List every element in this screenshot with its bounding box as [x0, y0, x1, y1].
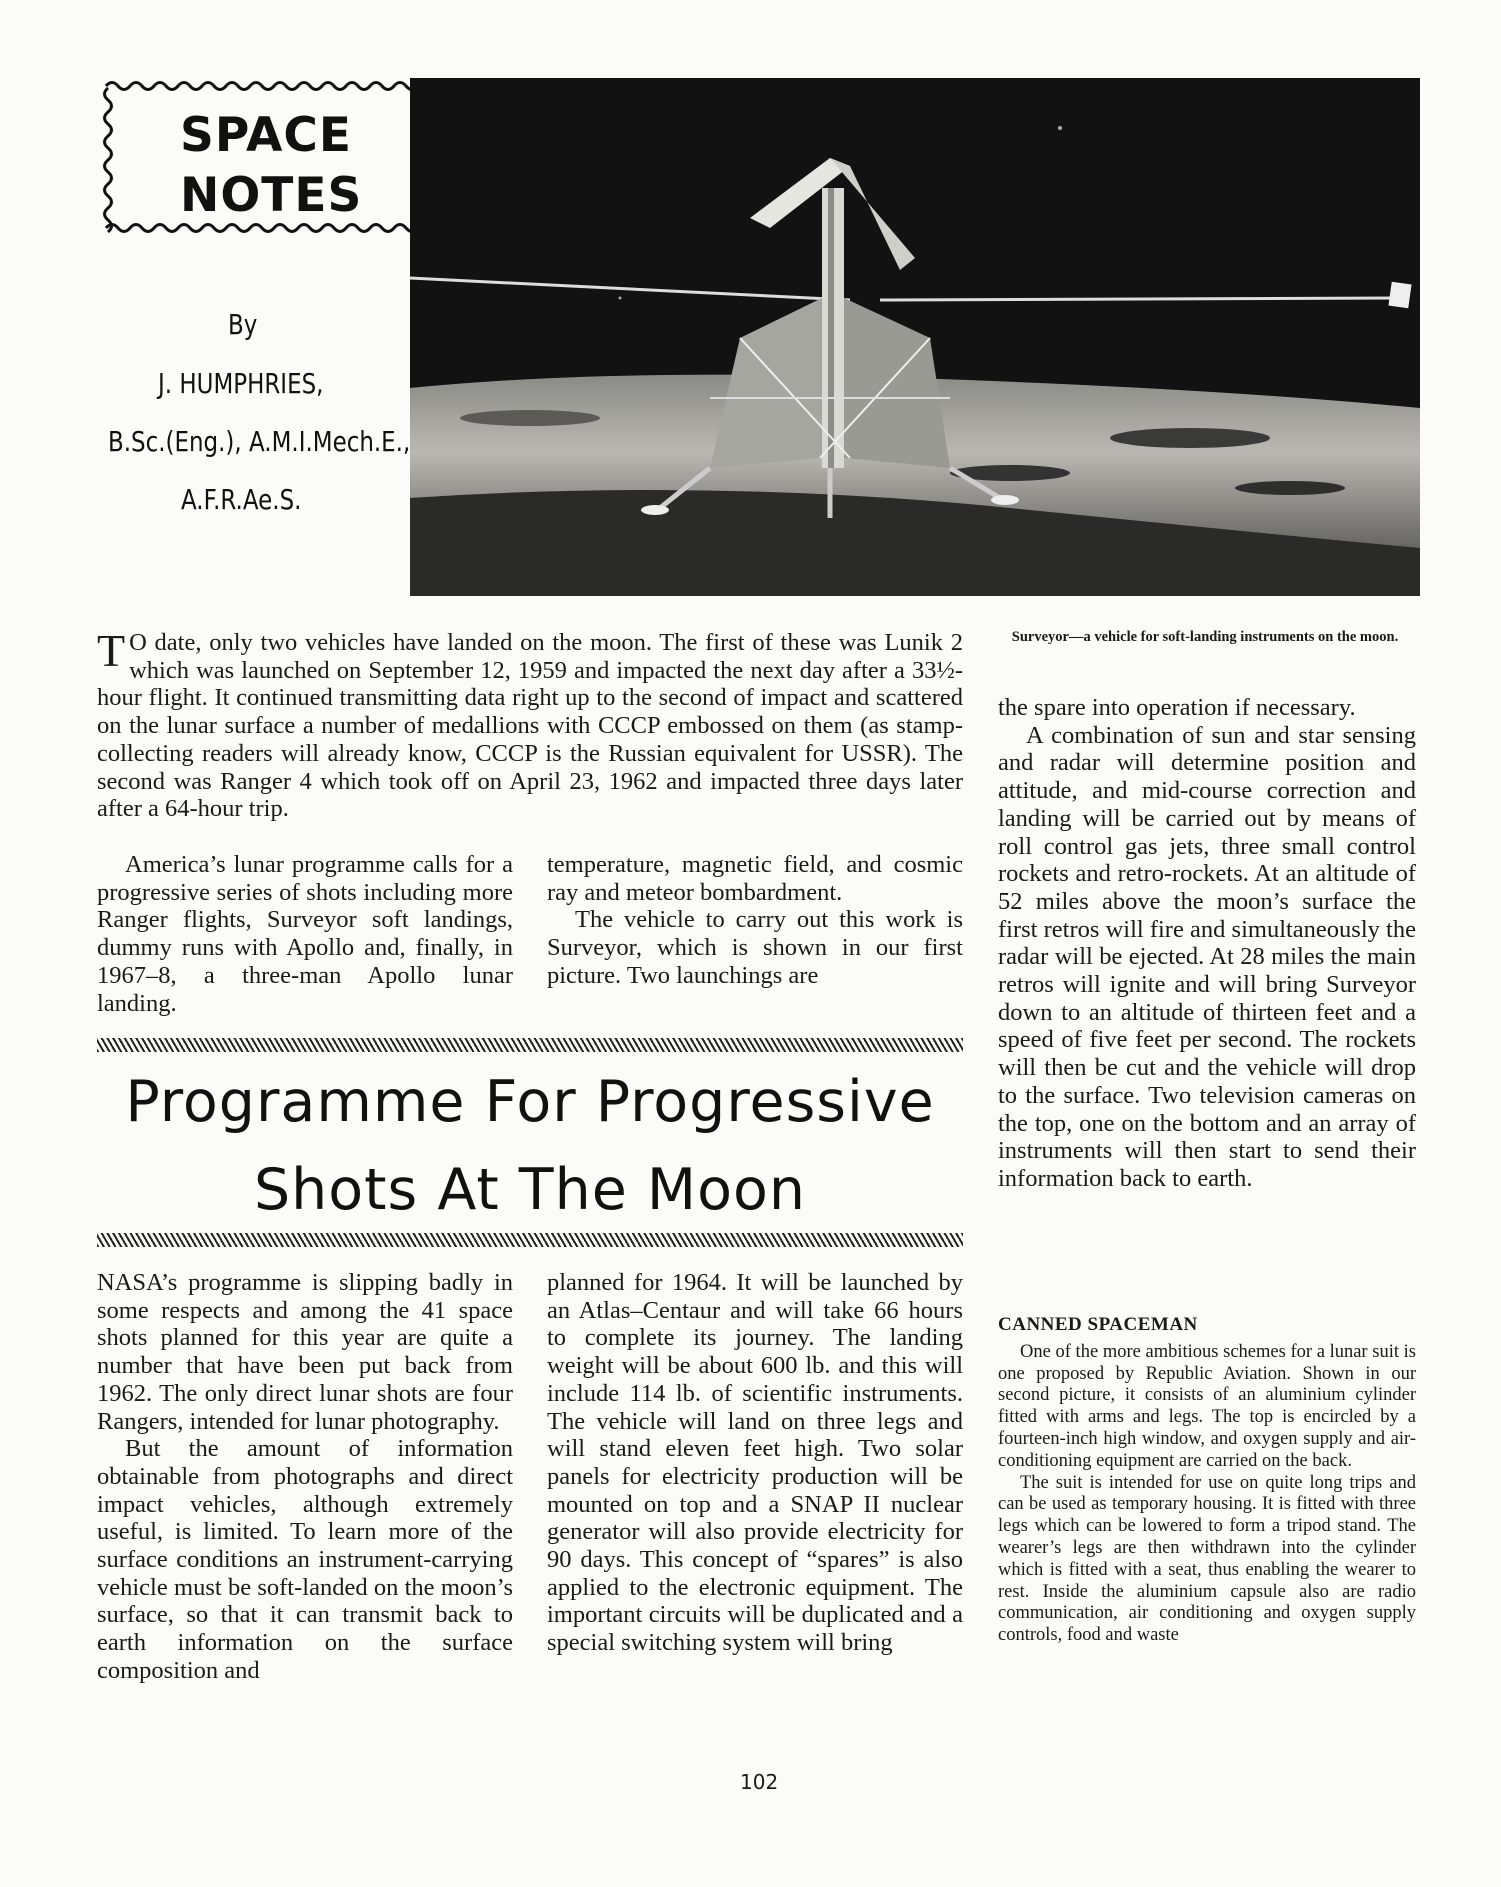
top-hatched-rule — [97, 1038, 963, 1052]
headline — [97, 1058, 963, 1234]
surveyor-photo — [410, 78, 1420, 596]
lower-left-paragraph-1: NASA’s programme is slipping badly in some respects and among the 41 space shots planned for this year are quite a number that have been put back from 1962. The only direct lunar shots are four Rangers, intended for lunar photography. — [97, 1269, 513, 1435]
intro-paragraph — [97, 625, 963, 823]
intro-text: O date, only two vehicles have landed on the moon. The first of these was Lunik 2 which was launched on September 12, 1959 and impacted the next day after a 33½-hour flight. It continued transmitting data right up to the second of impact and scattered on the lunar surface a number of medallions with CCCP embossed on them (as stamp-collecting readers will already know, CCCP is the Russian equivalent for USSR). The second was Ranger 4 which took off on April 23, 1962 and impacted three days later after a 64-hour trip. — [97, 629, 963, 823]
canned-paragraph-2: The suit is intended for use on quite long trips and can be used as temporary housing. It is fitted with three legs which can be lowered to form a tripod stand. The wearer’s legs are then withdrawn into the cylinder which is fitted with a seat, thus enabling the wearer to rest. Inside the aluminium capsule also are radio communication, air conditioning and oxygen supply controls, food and waste — [998, 1472, 1416, 1646]
title-line-1: SPACE — [180, 108, 352, 163]
lower-left-column — [97, 1269, 513, 1685]
section-title-box — [100, 78, 410, 238]
canned-spaceman-section — [998, 1314, 1416, 1647]
canned-paragraph-1: One of the more ambitious schemes for a lunar suit is one proposed by Republic Aviation. Shown in our second picture, it consists of an aluminium cylinder fitted with arms and legs. The top is encircled by a fourteen-inch high window, and oxygen supply and air-conditioning equipment are carried on the back. — [998, 1341, 1416, 1471]
upper-left-column — [97, 851, 513, 1017]
upper-middle-paragraph-2: The vehicle to carry out this work is Surveyor, which is shown in our first picture. Two launchings are — [547, 906, 963, 989]
section-title — [180, 106, 420, 226]
right-column — [998, 694, 1416, 1193]
byline-author: J. HUMPHRIES, — [158, 367, 324, 400]
byline-by: By — [228, 308, 258, 341]
right-paragraph-1: the spare into operation if necessary. — [998, 694, 1356, 721]
drop-cap: T — [97, 625, 126, 676]
section-subheading: CANNED SPACEMAN — [998, 1314, 1198, 1335]
right-paragraph-2: A combination of sun and star sensing and radar will determine position and attitude, and mid-course correction and landing will be carried out by means of roll control gas jets, three small control rockets and retro-rockets. At an altitude of 52 miles above the moon’s surface the first retros will fire and simultaneously the radar will be ejected. At 28 miles the main retros will ignite and will bring Surveyor down to an altitude of thirteen feet and a speed of five feet per second. The rockets will then be cut and the vehicle will drop to the surface. Two television cameras on the top, one on the bottom and an array of instruments will then start to send their information back to earth. — [998, 721, 1416, 1192]
title-line-2: NOTES — [180, 168, 363, 223]
photo-caption: Surveyor—a vehicle for soft-landing instruments on the moon. — [1011, 629, 1399, 645]
lower-middle-paragraph: planned for 1964. It will be launched by an Atlas–Centaur and will take 66 hours to complete its journey. The landing weight will be about 600 lb. and this will include 114 lb. of scientific instruments. The vehicle will land on three legs and will stand eleven feet high. Two solar panels for electricity production will be mounted on top and a SNAP II nuclear generator will also provide electricity for 90 days. This concept of “spares” is also applied to the electronic equipment. The important circuits will be duplicated and a special switching system will bring — [547, 1269, 963, 1657]
headline-line-1: Programme For Progressive — [125, 1069, 935, 1135]
lower-left-paragraph-2: But the amount of information obtainable from photographs and direct impact vehicles, although extremely useful, is limited. To learn more of the surface conditions an instrument-carrying vehicle must be soft-landed on the moon’s surface, so that it can transmit back to earth information on the surface composition and — [97, 1435, 513, 1684]
headline-line-2: Shots At The Moon — [254, 1157, 806, 1223]
byline-quals-2: A.F.R.Ae.S. — [181, 483, 302, 516]
lower-middle-column — [547, 1269, 963, 1657]
bottom-hatched-rule — [97, 1233, 963, 1247]
byline-quals-1: B.Sc.(Eng.), A.M.I.Mech.E., — [108, 425, 411, 458]
upper-left-paragraph: America’s lunar programme calls for a progressive series of shots including more Ranger flights, Surveyor soft landings, dummy runs with Apollo and, finally, in 1967–8, a three-man Apollo lunar landing. — [97, 851, 513, 1017]
upper-middle-paragraph-1: temperature, magnetic field, and cosmic ray and meteor bombardment. — [547, 851, 963, 906]
upper-middle-column — [547, 851, 963, 990]
page-number: 102 — [740, 1770, 779, 1794]
